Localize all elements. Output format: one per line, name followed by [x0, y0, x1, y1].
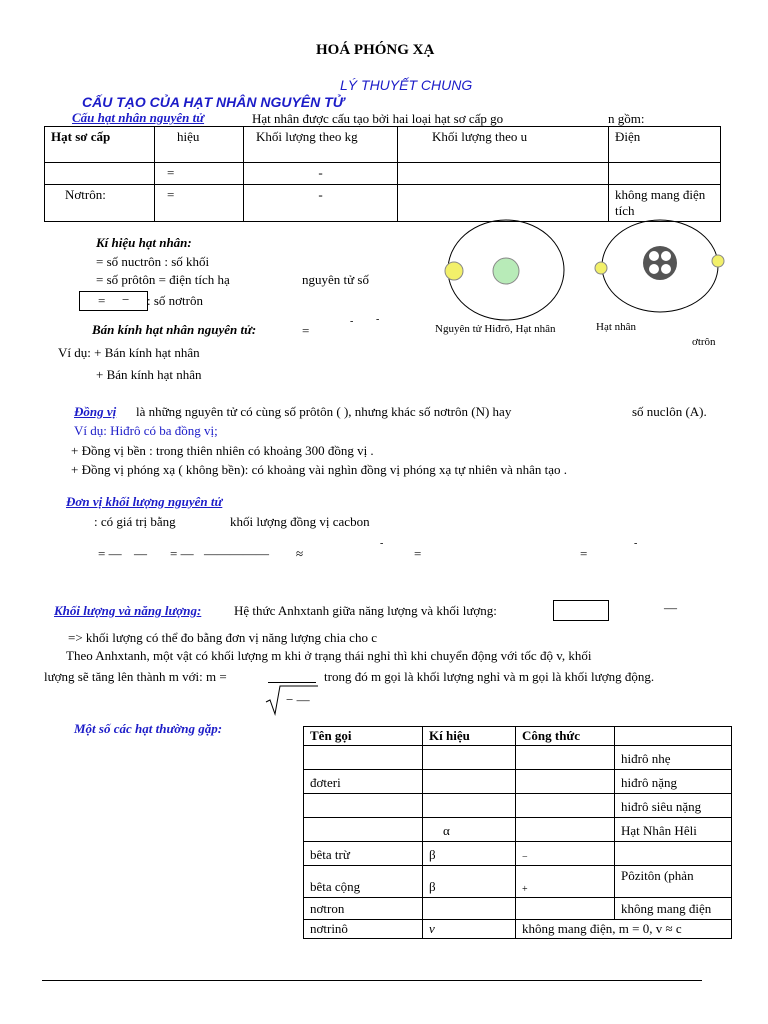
table-cell	[423, 794, 516, 818]
amu-eq: —	[134, 546, 147, 561]
energy-para: Theo Anhxtanh, một vật có khối lượng m khi ở trạng thái nghỉ thì khi chuyển động với tốc độ v, khối	[66, 648, 592, 663]
isotope-label: Đồng vị	[74, 404, 117, 419]
intro-label: Cấu hạt nhân nguyên tử	[72, 110, 205, 125]
col-header: Tên gọi	[304, 727, 423, 746]
symbol-heading: Kí hiệu hạt nhân:	[96, 235, 192, 250]
table-cell: hiđrô nặng	[615, 770, 732, 794]
col-header: Điện	[609, 127, 721, 163]
figure-caption: ơtrôn	[692, 336, 716, 348]
table-row	[304, 866, 732, 898]
table-cell: -	[244, 185, 398, 222]
figure-caption: Nguyên tử Hiđrô, Hạt nhân	[435, 323, 556, 335]
table-cell: α	[423, 818, 516, 842]
isotope-bullet: + Đồng vị phóng xạ ( không bền): có khoảng vài nghìn đồng vị phóng xạ tự nhiên và nhân tạo .	[71, 462, 568, 477]
amu-eq: -	[634, 538, 638, 549]
common-heading: Một số các hạt thường gặp:	[74, 721, 223, 736]
footer-rule	[42, 980, 702, 981]
table-cell: =	[155, 163, 244, 185]
col-header: Kí hiệu	[423, 727, 516, 746]
symbol-line: : số nơtrôn	[147, 293, 203, 308]
table-cell: không mang điện tích	[609, 185, 721, 222]
table-cell	[304, 794, 423, 818]
figure-caption: Hạt nhân	[596, 321, 637, 333]
table-cell: +	[516, 866, 615, 898]
amu-line: : có giá trị bằng	[94, 514, 176, 529]
radius-sup: -	[376, 314, 380, 325]
energy-line: => khối lượng có thể đo bằng đơn vị năng lượng chia cho c	[68, 630, 377, 645]
helium-electron	[712, 255, 724, 267]
table-cell: không mang điện	[615, 898, 732, 920]
table-cell: nơtrinô	[304, 920, 423, 939]
formula-eq: =	[98, 293, 106, 308]
table-cell: −	[516, 842, 615, 866]
amu-eq: ≈	[296, 546, 304, 561]
amu-line: khối lượng đồng vị cacbon	[230, 514, 370, 529]
energy-dash: —	[664, 600, 677, 615]
radius-heading: Bán kính hạt nhân nguyên tử:	[92, 322, 257, 337]
helium-nucleus	[643, 246, 677, 280]
amu-eq: =	[580, 546, 588, 561]
table-cell: bêta trừ	[304, 842, 423, 866]
table-cell	[45, 163, 155, 185]
table-cell	[516, 770, 615, 794]
common-particles-table	[303, 726, 732, 939]
table-cell: ν	[423, 920, 516, 939]
neutron-formula-box	[79, 291, 148, 311]
subtitle: LÝ THUYẾT CHUNG	[340, 77, 473, 93]
intro-text: Hạt nhân được cấu tạo bởi hai loại hạt sơ cấp go	[252, 111, 504, 126]
table-cell: bêta cộng	[304, 866, 423, 898]
section-heading: CẤU TẠO CỦA HẠT NHÂN NGUYÊN TỬ	[82, 94, 345, 110]
table-row	[304, 898, 732, 920]
table-cell: β	[423, 866, 516, 898]
table-cell	[516, 746, 615, 770]
table-row	[304, 818, 732, 842]
table-cell	[609, 163, 721, 185]
isotope-bullet: + Đồng vị bền : trong thiên nhiên có khoảng 300 đồng vị .	[71, 443, 374, 458]
col-header	[615, 727, 732, 746]
sqrt-content: − —	[286, 692, 310, 707]
table-row	[304, 920, 732, 939]
helium-electron	[595, 262, 607, 274]
table-cell: -	[244, 163, 398, 185]
table-cell	[304, 746, 423, 770]
table-cell	[398, 163, 609, 185]
energy-heading: Khối lượng và năng lượng:	[54, 603, 202, 618]
amu-eq: =	[414, 546, 422, 561]
intro-tail: n gồm:	[608, 111, 645, 126]
table-cell	[516, 794, 615, 818]
energy-para: trong đó m gọi là khối lượng nghỉ và m gọi là khối lượng động.	[324, 669, 655, 684]
table-row	[304, 794, 732, 818]
col-header: Khối lượng theo kg	[244, 127, 398, 163]
hydrogen-electron	[445, 262, 463, 280]
formula-minus: −	[122, 292, 130, 307]
table-cell	[516, 898, 615, 920]
symbol-line: nguyên tử số	[302, 272, 369, 287]
col-header: Hạt sơ cấp	[45, 127, 155, 163]
radius-sup: -	[350, 316, 354, 327]
table-cell	[423, 770, 516, 794]
table-cell: β	[423, 842, 516, 866]
isotope-text-end: số nuclôn (A).	[632, 404, 707, 419]
symbol-line: = số nuctrôn : số khối	[96, 254, 210, 269]
table-cell: nơtron	[304, 898, 423, 920]
energy-text: Hệ thức Anhxtanh giữa năng lượng và khối lượng:	[234, 603, 497, 618]
table-cell: =	[155, 185, 244, 222]
table-row	[304, 770, 732, 794]
atom-diagram	[430, 210, 730, 325]
table-cell	[423, 898, 516, 920]
table-cell: không mang điện, m = 0, v ≈ c	[516, 920, 732, 939]
table-cell: hiđrô nhẹ	[615, 746, 732, 770]
table-cell: Hạt Nhân Hêli	[615, 818, 732, 842]
symbol-line: = số prôtôn = điện tích hạ	[96, 272, 230, 287]
col-header: Công thức	[516, 727, 615, 746]
energy-para: lượng sẽ tăng lên thành m với: m =	[44, 669, 227, 684]
table-cell: đơteri	[304, 770, 423, 794]
particle-table	[44, 126, 721, 222]
radius-example: Ví dụ: + Bán kính hạt nhân	[58, 345, 200, 360]
table-cell	[615, 842, 732, 866]
col-header: hiệu	[155, 127, 244, 163]
isotope-text: là những nguyên tử có cùng số prôtôn ( ), nhưng khác số nơtrôn (N) hay	[136, 404, 512, 419]
table-cell	[516, 818, 615, 842]
page-title: HOÁ PHÓNG XẠ	[316, 42, 435, 58]
table-row	[304, 746, 732, 770]
amu-eq: —————	[204, 546, 269, 561]
isotope-example: Ví dụ: Hiđrô có ba đồng vị;	[74, 423, 218, 438]
radius-example: + Bán kính hạt nhân	[96, 367, 202, 382]
amu-heading: Đơn vị khối lượng nguyên tử	[66, 494, 223, 509]
hydrogen-nucleus	[493, 258, 519, 284]
table-cell: Pôzitôn (phản	[615, 866, 732, 898]
table-cell: Nơtrôn:	[45, 185, 155, 222]
table-cell	[423, 746, 516, 770]
amu-eq: = —	[170, 546, 194, 561]
amu-eq: = —	[98, 546, 122, 561]
col-header: Khối lượng theo u	[398, 127, 609, 163]
amu-eq: -	[380, 538, 384, 549]
formula-box	[553, 600, 609, 621]
radius-eq: =	[302, 323, 310, 338]
table-cell: hiđrô siêu nặng	[615, 794, 732, 818]
table-cell	[304, 818, 423, 842]
table-row	[304, 842, 732, 866]
